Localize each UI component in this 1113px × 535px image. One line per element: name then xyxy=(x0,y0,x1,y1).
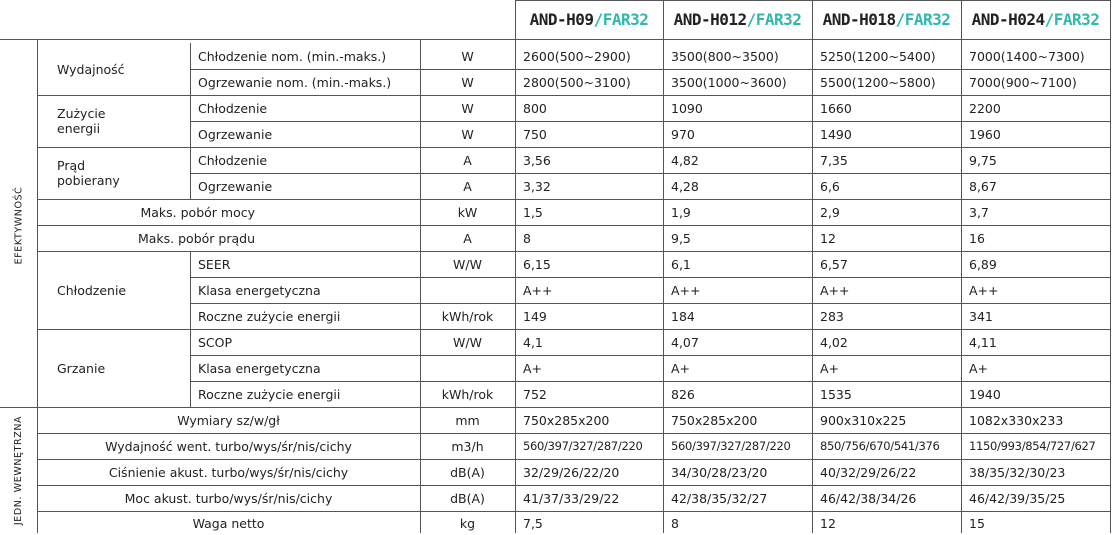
row-unit: W xyxy=(461,100,474,116)
row-label: Maks. pobór prądu xyxy=(137,230,255,246)
row-unit: A xyxy=(463,178,472,194)
value-cell: 1,5 xyxy=(523,204,543,220)
grid-line xyxy=(420,39,421,533)
value-cell: 3500(1000~3600) xyxy=(671,74,787,90)
row-label: Klasa energetyczna xyxy=(198,282,321,298)
row-unit: mm xyxy=(455,412,480,428)
value-cell: 900x310x225 xyxy=(820,412,907,428)
value-cell: 4,1 xyxy=(523,334,543,350)
value-cell: A+ xyxy=(523,360,543,376)
grid-line xyxy=(190,251,191,407)
value-cell: 1090 xyxy=(671,100,703,116)
value-cell: 9,5 xyxy=(671,230,691,246)
value-cell: 2200 xyxy=(969,100,1001,116)
row-unit: kg xyxy=(459,515,476,531)
row-label: Ciśnienie akust. turbo/wys/śr/nis/cichy xyxy=(108,464,349,480)
value-cell: 34/30/28/23/20 xyxy=(671,464,768,480)
model-header xyxy=(812,0,961,38)
grid-line xyxy=(190,303,1110,304)
value-cell: 826 xyxy=(671,386,695,402)
value-cell: 1960 xyxy=(969,126,1001,142)
value-cell: 1660 xyxy=(820,100,852,116)
model-header xyxy=(515,0,663,38)
model-header xyxy=(961,0,1110,38)
value-cell: 4,82 xyxy=(671,152,699,168)
grid-line xyxy=(812,0,813,533)
row-unit xyxy=(420,277,515,303)
value-cell: 46/42/39/35/25 xyxy=(969,490,1066,506)
row-label: Ogrzewanie xyxy=(198,126,273,142)
value-cell: 850/756/670/541/376 xyxy=(820,439,940,453)
grid-line xyxy=(37,329,1110,330)
grid-line xyxy=(190,355,1110,356)
section-label xyxy=(0,43,37,407)
row-label: Chłodzenie nom. (min.-maks.) xyxy=(198,48,387,64)
value-cell: 341 xyxy=(969,308,993,324)
value-cell: 560/397/327/287/220 xyxy=(523,439,643,453)
row-unit: A xyxy=(463,230,472,246)
value-cell: 6,15 xyxy=(523,256,551,272)
value-cell: 560/397/327/287/220 xyxy=(671,439,791,453)
grid-line xyxy=(190,121,1110,122)
value-cell: A++ xyxy=(820,282,850,298)
model-suffix: /FAR32 xyxy=(1044,9,1100,29)
value-cell: 283 xyxy=(820,308,844,324)
row-unit: dB(A) xyxy=(450,490,485,506)
value-cell: 5500(1200~5800) xyxy=(820,74,936,90)
row-label: Klasa energetyczna xyxy=(198,360,321,376)
grid-line xyxy=(37,39,38,533)
value-cell: 750x285x200 xyxy=(523,412,610,428)
value-cell: 2800(500~3100) xyxy=(523,74,631,90)
value-cell: 15 xyxy=(969,515,985,531)
value-cell: 1082x330x233 xyxy=(969,412,1064,428)
model-suffix: /FAR32 xyxy=(895,9,951,29)
row-label: Ogrzewanie nom. (min.-maks.) xyxy=(198,74,392,90)
value-cell: 1535 xyxy=(820,386,852,402)
row-unit: dB(A) xyxy=(450,464,485,480)
value-cell: 750 xyxy=(523,126,547,142)
row-unit: A xyxy=(463,152,472,168)
row-unit: W/W xyxy=(453,334,482,350)
row-label: Moc akust. turbo/wys/śr/nis/cichy xyxy=(124,490,333,506)
value-cell: 6,89 xyxy=(969,256,997,272)
value-cell: 1490 xyxy=(820,126,852,142)
value-cell: 7,35 xyxy=(820,152,848,168)
row-unit: m3/h xyxy=(451,438,484,454)
grid-line xyxy=(663,0,664,533)
row-label: SCOP xyxy=(198,334,233,350)
grid-line xyxy=(0,39,1110,40)
value-cell: 6,6 xyxy=(820,178,840,194)
value-cell: 8 xyxy=(671,515,679,531)
value-cell: 12 xyxy=(820,230,836,246)
group-label: Prąd pobierany xyxy=(57,158,120,188)
model-suffix: /FAR32 xyxy=(593,9,649,29)
grid-line xyxy=(190,277,1110,278)
value-cell: 6,1 xyxy=(671,256,691,272)
section-label-text: JEDN. WEWNĘTRZNA xyxy=(13,415,24,525)
row-unit: W xyxy=(461,74,474,90)
value-cell: 38/35/32/30/23 xyxy=(969,464,1066,480)
row-unit: W xyxy=(461,48,474,64)
row-label: Maks. pobór mocy xyxy=(140,204,255,220)
value-cell: 6,57 xyxy=(820,256,848,272)
value-cell: 9,75 xyxy=(969,152,997,168)
value-cell: 1940 xyxy=(969,386,1001,402)
value-cell: 2600(500~2900) xyxy=(523,48,631,64)
row-label: Roczne zużycie energii xyxy=(198,386,341,402)
row-label: Roczne zużycie energii xyxy=(198,308,341,324)
value-cell: A++ xyxy=(969,282,999,298)
value-cell: 7000(1400~7300) xyxy=(969,48,1085,64)
model-prefix: AND-H024 xyxy=(971,9,1045,29)
value-cell: 3500(800~3500) xyxy=(671,48,779,64)
grid-line xyxy=(37,433,1110,434)
row-unit: W/W xyxy=(453,256,482,272)
value-cell: 1150/993/854/727/627 xyxy=(969,439,1096,453)
value-cell: 3,32 xyxy=(523,178,551,194)
value-cell: 46/42/38/34/26 xyxy=(820,490,917,506)
value-cell: 8,67 xyxy=(969,178,997,194)
value-cell: A+ xyxy=(820,360,840,376)
grid-line xyxy=(190,173,1110,174)
value-cell: 41/37/33/29/22 xyxy=(523,490,620,506)
value-cell: 800 xyxy=(523,100,547,116)
value-cell: 8 xyxy=(523,230,531,246)
value-cell: 4,07 xyxy=(671,334,699,350)
group-label: Chłodzenie xyxy=(57,282,127,298)
grid-line xyxy=(37,511,1110,512)
grid-line xyxy=(515,0,516,533)
grid-line xyxy=(37,95,1110,96)
grid-line xyxy=(37,225,1110,226)
grid-line xyxy=(0,407,1110,408)
value-cell: 7000(900~7100) xyxy=(969,74,1077,90)
row-label: Ogrzewanie xyxy=(198,178,273,194)
row-label: Chłodzenie xyxy=(198,152,268,168)
grid-line xyxy=(37,199,1110,200)
row-label: SEER xyxy=(198,256,231,272)
model-prefix: AND-H012 xyxy=(673,9,747,29)
section-label-text: EFEKTYWNOŚĆ xyxy=(13,186,24,264)
grid-line xyxy=(961,0,962,533)
value-cell: 750x285x200 xyxy=(671,412,758,428)
grid-line xyxy=(37,459,1110,460)
value-cell: 42/38/35/32/27 xyxy=(671,490,768,506)
row-label: Wydajność went. turbo/wys/śr/nis/cichy xyxy=(105,438,352,454)
value-cell: A+ xyxy=(969,360,989,376)
value-cell: A+ xyxy=(671,360,691,376)
value-cell: 12 xyxy=(820,515,836,531)
section-label xyxy=(0,407,37,533)
value-cell: 149 xyxy=(523,308,547,324)
value-cell: 4,11 xyxy=(969,334,997,350)
model-header xyxy=(663,0,812,38)
value-cell: 7,5 xyxy=(523,515,543,531)
grid-line xyxy=(190,69,1110,70)
grid-line xyxy=(37,251,1110,252)
value-cell: 1,9 xyxy=(671,204,691,220)
model-suffix: /FAR32 xyxy=(746,9,802,29)
model-prefix: AND-H018 xyxy=(822,9,896,29)
group-label: Zużycie energii xyxy=(57,106,106,136)
row-unit: W xyxy=(461,126,474,142)
row-unit xyxy=(420,355,515,381)
value-cell: 2,9 xyxy=(820,204,840,220)
grid-line xyxy=(1110,0,1111,533)
row-label: Waga netto xyxy=(192,515,265,531)
grid-line xyxy=(190,43,191,199)
row-label: Wymiary sz/w/gł xyxy=(177,412,280,428)
value-cell: A++ xyxy=(671,282,701,298)
value-cell: 5250(1200~5400) xyxy=(820,48,936,64)
value-cell: 32/29/26/22/20 xyxy=(523,464,620,480)
value-cell: 16 xyxy=(969,230,985,246)
value-cell: 3,7 xyxy=(969,204,989,220)
grid-line xyxy=(37,147,1110,148)
value-cell: 40/32/29/26/22 xyxy=(820,464,917,480)
model-prefix: AND-H09 xyxy=(529,9,594,29)
group-label: Wydajność xyxy=(57,61,125,77)
row-unit: kWh/rok xyxy=(441,386,494,402)
grid-line xyxy=(37,485,1110,486)
value-cell: 970 xyxy=(671,126,695,142)
value-cell: 3,56 xyxy=(523,152,551,168)
row-unit: kWh/rok xyxy=(441,308,494,324)
group-label: Grzanie xyxy=(57,360,106,376)
value-cell: 4,28 xyxy=(671,178,699,194)
row-unit: kW xyxy=(457,204,478,220)
value-cell: A++ xyxy=(523,282,553,298)
row-label: Chłodzenie xyxy=(198,100,268,116)
value-cell: 184 xyxy=(671,308,695,324)
value-cell: 752 xyxy=(523,386,547,402)
value-cell: 4,02 xyxy=(820,334,848,350)
grid-line xyxy=(190,381,1110,382)
